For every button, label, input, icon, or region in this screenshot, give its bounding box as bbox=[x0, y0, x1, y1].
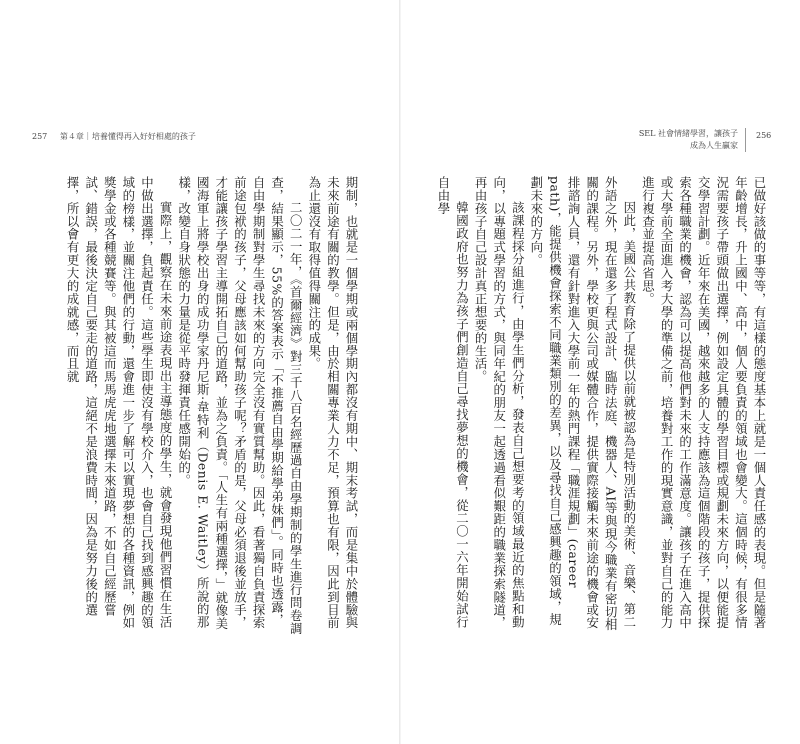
right-page-body bbox=[418, 176, 768, 636]
paragraph: 韓國政府也努力為孩子們創造自己尋找夢想的機會，從二〇一六年開始試行自由學 bbox=[435, 176, 470, 629]
left-running-head bbox=[32, 131, 196, 142]
paragraph: 實際上，觀察在未來前途表現出主導態度的學生，就會發現他們習慣在生活中做出選擇，負起責任。這些學生即使沒有學校介入，也會自己找到感興趣的領域的榜樣，並關注他們的行動，還會進一步了解可以實現夢想的各種資訊，例如獎學金或各種競賽等。與其被這而馬馬虎虎地選擇未來道路，不如自己經歷嘗試、錯誤，最後決定自己要走的道路，這絕不是浪費時間，因為是努力後的選擇，所以會有更大的成就感，而且就 bbox=[65, 176, 174, 630]
paragraph: 期制，也就是一個學期或兩個學期內都沒有期中、期末考試，而是集中於體驗與未來前途有關的教學。但是，由於相關專業人力不足，預算也有限，因此到目前為止還沒有取得值得關注的成果。 bbox=[306, 176, 359, 630]
right-running-head: SEL 社會情緒學習，讓孩子成為人生贏家 bbox=[638, 129, 738, 150]
left-page-number: 257 bbox=[32, 132, 48, 141]
book-gutter bbox=[399, 0, 401, 744]
right-page-number: 256 bbox=[756, 131, 772, 140]
left-page-body bbox=[60, 176, 360, 636]
paragraph: 二〇二一年，《首爾經濟》對三千八百名經歷過自由學期制的學生進行問卷調查，結果顯示，55%的答案表示「不推薦自由學期給學弟妹們」。同時也透露，自由學期制對學生尋找未來的方向完全沒有實質幫助。因此，看著獨自負責探索前途包袱的孩子，父母應該如何幫助孩子呢？矛盾的是，父母必須退後並放手，才能讓孩子學習主導開拓自己的道路，並為之負責。「人生有兩種選擇，」就像美國海軍上將學校出身的成功學家丹尼斯·韋特利（Denis E. Waitley）所說的那樣，改變自身狀態的力量是從平時發揮責任感開始的。 bbox=[176, 176, 304, 635]
paragraph: 已做好該做的事等等，有這樣的態度基本上就是一個人責任感的表現。但是隨著年齡增長，升上國中、高中，個人要負責的領域也會變大。這個時候，有很多情況需要孩子帶頭做出選擇，例如設定具體的學習目標或規劃未來方向，以便能提交學習計劃。近年來在美國，越來越多的人支持應該為這個階段的孩子，提供探索各種職業的機會，認為可以提高他們對未來的工作滿意度。讓孩子在進入高中或大學前全面進入考大學的準備之前，培養對工作的現實意識，並對自己的能力進行複查並提高省思。 bbox=[640, 176, 767, 630]
paragraph: 該課程採分組進行，由學生們分析，發表自己想要考的領域最近的焦點和動向，以專題式學習的方式，與同年紀的朋友一起透過看似艱距的職業探索隧道，再由孩子自己設計真正想要的生活。 bbox=[473, 176, 526, 630]
header-divider bbox=[745, 128, 746, 152]
left-chapter-title: 第４章｜培養懂得再入好好相處的孩子 bbox=[59, 132, 196, 141]
paragraph: 因此，美國公共教育除了提供以前就被認為是特別活動的美術、音樂、第二外語之外，現在還多了程式設計、臨時法庭、機器人、AI等與現今職業有密切相關的課程。另外，學校更與公司或媒體合作，提供實際接觸未來前途的機會或安排諮詢人員，還有針對進入大學前一年的熱門課程「職涯規劃」(career path)，能提供機會探索不同職業類別的差異，以及尋找自己感興趣的領域，規劃未來的方向。 bbox=[528, 176, 637, 632]
